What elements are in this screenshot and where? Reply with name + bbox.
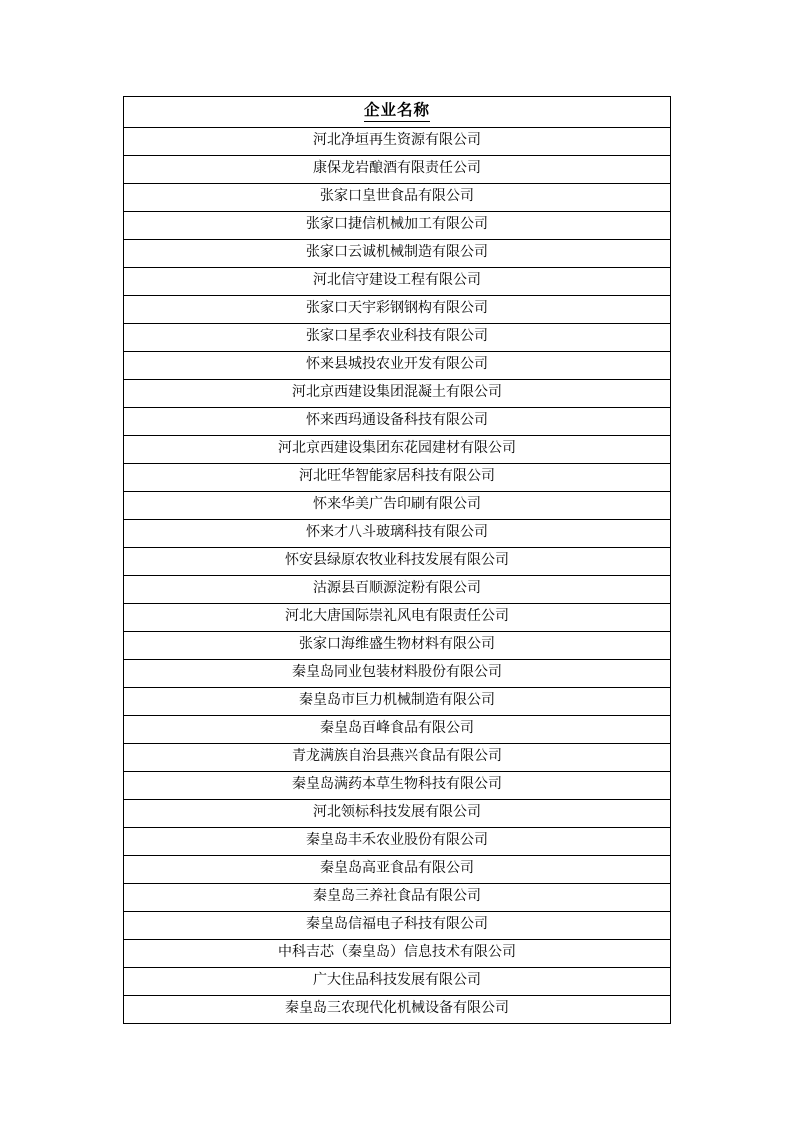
- company-name-cell: 张家口皇世食品有限公司: [124, 184, 671, 212]
- company-name-cell: 怀来华美广告印刷有限公司: [124, 492, 671, 520]
- company-name-cell: 河北旺华智能家居科技有限公司: [124, 464, 671, 492]
- company-name-cell: 康保龙岩酿酒有限责任公司: [124, 156, 671, 184]
- table-row: [124, 548, 671, 576]
- table-row: [124, 604, 671, 632]
- table-row: [124, 912, 671, 940]
- table-body: [124, 128, 671, 1024]
- table-row: [124, 268, 671, 296]
- table-row: [124, 968, 671, 996]
- company-name-cell: 秦皇岛同业包装材料股份有限公司: [124, 660, 671, 688]
- table-row: [124, 436, 671, 464]
- table-head: [124, 97, 671, 128]
- company-name-cell: 河北大唐国际崇礼风电有限责任公司: [124, 604, 671, 632]
- table-row: [124, 352, 671, 380]
- company-name-cell: 河北净垣再生资源有限公司: [124, 128, 671, 156]
- company-name-cell: 秦皇岛满药本草生物科技有限公司: [124, 772, 671, 800]
- company-name-cell: 秦皇岛百峰食品有限公司: [124, 716, 671, 744]
- company-name-cell: 中科吉芯（秦皇岛）信息技术有限公司: [124, 940, 671, 968]
- table-row: [124, 828, 671, 856]
- table-row: [124, 800, 671, 828]
- company-name-cell: 青龙满族自治县燕兴食品有限公司: [124, 744, 671, 772]
- table-row: [124, 240, 671, 268]
- table-row: [124, 212, 671, 240]
- table-row: [124, 184, 671, 212]
- company-name-cell: 秦皇岛三养社食品有限公司: [124, 884, 671, 912]
- table-row: [124, 660, 671, 688]
- company-name-cell: 河北京西建设集团东花园建材有限公司: [124, 436, 671, 464]
- table-row: [124, 520, 671, 548]
- company-name-cell: 河北信守建设工程有限公司: [124, 268, 671, 296]
- company-name-cell: 秦皇岛三农现代化机械设备有限公司: [124, 996, 671, 1024]
- company-name-cell: 秦皇岛市巨力机械制造有限公司: [124, 688, 671, 716]
- table-row: [124, 576, 671, 604]
- company-name-cell: 沽源县百顺源淀粉有限公司: [124, 576, 671, 604]
- table-row: [124, 884, 671, 912]
- company-name-cell: 张家口云诚机械制造有限公司: [124, 240, 671, 268]
- table-row: [124, 324, 671, 352]
- company-name-cell: 怀安县绿原农牧业科技发展有限公司: [124, 548, 671, 576]
- company-name-cell: 秦皇岛高亚食品有限公司: [124, 856, 671, 884]
- company-name-cell: 河北京西建设集团混凝土有限公司: [124, 380, 671, 408]
- table-row: [124, 632, 671, 660]
- company-table-container: [123, 96, 671, 1024]
- table-row: [124, 492, 671, 520]
- table-row: [124, 380, 671, 408]
- column-header-label: 企业名称: [364, 102, 430, 121]
- table-row: [124, 772, 671, 800]
- company-name-cell: 怀来县城投农业开发有限公司: [124, 352, 671, 380]
- company-name-cell: 秦皇岛信福电子科技有限公司: [124, 912, 671, 940]
- company-name-cell: 张家口捷信机械加工有限公司: [124, 212, 671, 240]
- table-row: [124, 128, 671, 156]
- column-header-company-name: [124, 97, 671, 128]
- table-row: [124, 940, 671, 968]
- table-row: [124, 856, 671, 884]
- company-name-cell: 张家口天宇彩钢钢构有限公司: [124, 296, 671, 324]
- table-row: [124, 464, 671, 492]
- company-name-cell: 怀来才八斗玻璃科技有限公司: [124, 520, 671, 548]
- company-name-cell: 广大住品科技发展有限公司: [124, 968, 671, 996]
- company-name-cell: 河北领标科技发展有限公司: [124, 800, 671, 828]
- table-header-row: [124, 97, 671, 128]
- table-row: [124, 408, 671, 436]
- company-name-cell: 张家口海维盛生物材料有限公司: [124, 632, 671, 660]
- company-name-cell: 张家口星季农业科技有限公司: [124, 324, 671, 352]
- table-row: [124, 716, 671, 744]
- table-row: [124, 744, 671, 772]
- company-name-cell: 怀来西玛通设备科技有限公司: [124, 408, 671, 436]
- table-row: [124, 296, 671, 324]
- table-row: [124, 996, 671, 1024]
- table-row: [124, 688, 671, 716]
- company-name-cell: 秦皇岛丰禾农业股份有限公司: [124, 828, 671, 856]
- table-row: [124, 156, 671, 184]
- company-table: [123, 96, 671, 1024]
